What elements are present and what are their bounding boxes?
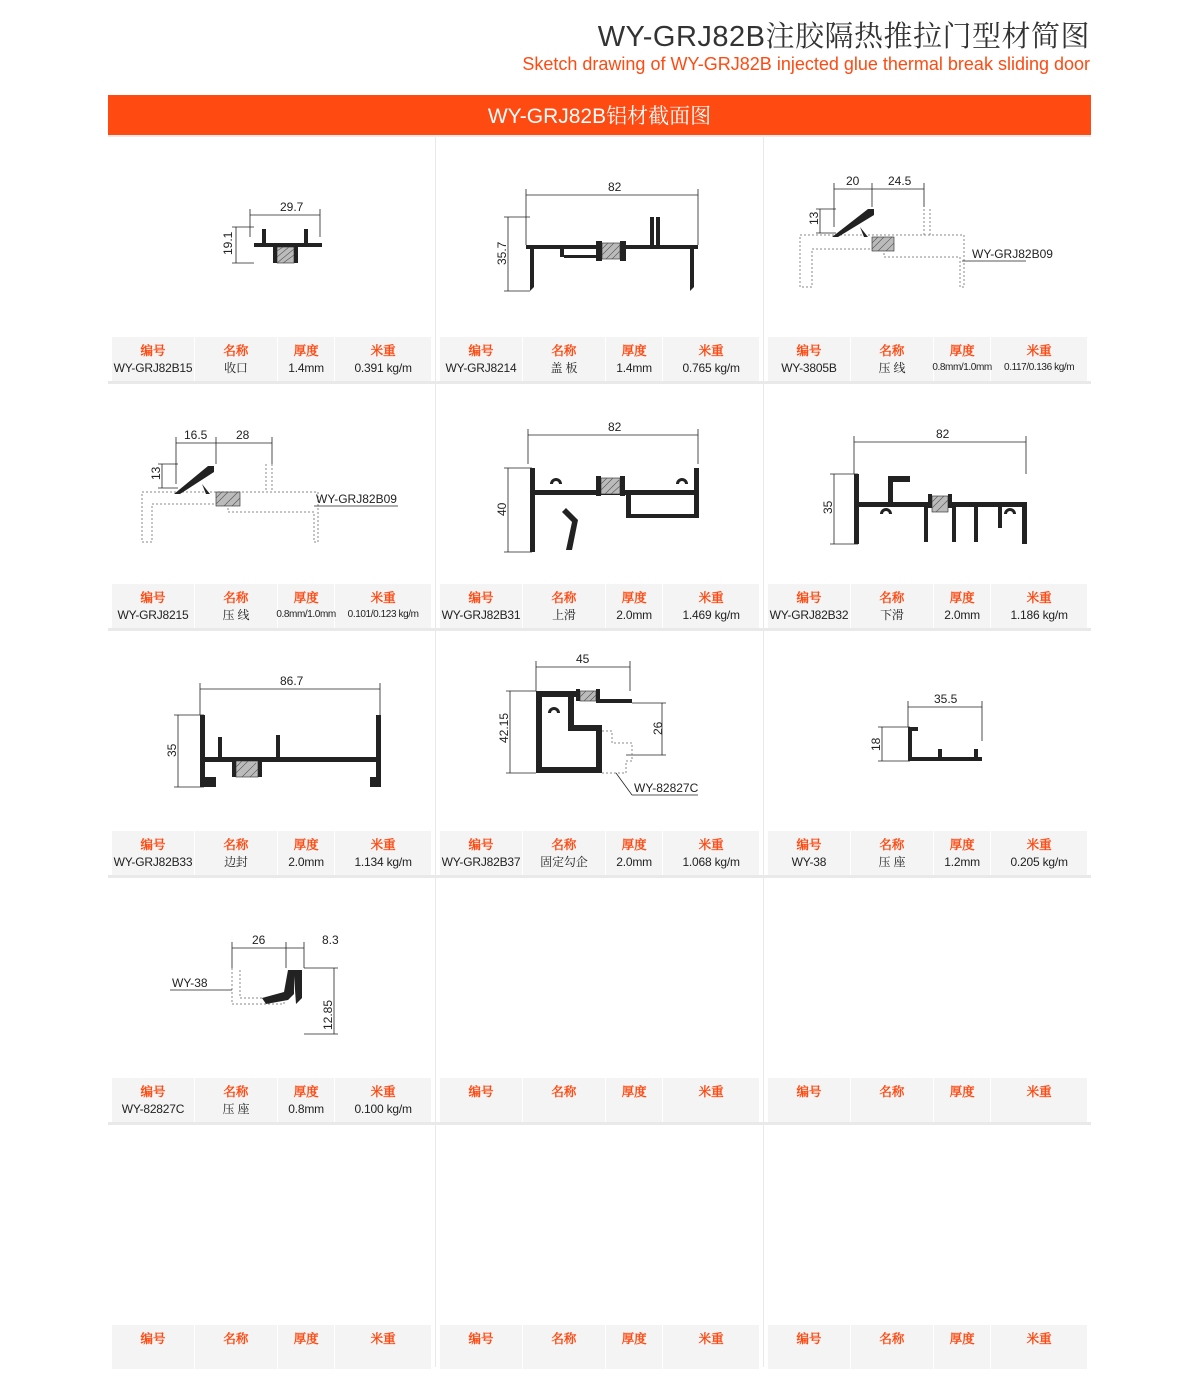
dim-label: 42.15 [497,712,511,743]
profile-drawing [764,384,1091,584]
profile-name: 盖 板 [550,361,578,375]
dim-label: 24.5 [888,174,912,188]
profile-card-empty [436,878,763,1122]
callout-label: WY-38 [172,976,208,990]
profile-thickness: 0.8mm [288,1102,324,1116]
spec-table: 编号 WY-GRJ82B31 名称 上滑 厚度 2.0mm 米重 1.469 kg/m [440,584,759,628]
dim-label: 82 [608,420,622,434]
profile-card [108,631,435,875]
profile-card [436,631,763,875]
profile-thickness: 0.8mm/1.0mm [932,362,992,373]
dim-label: 82 [608,180,622,194]
profile-card [436,137,763,381]
profile-card [764,384,1091,628]
profile-card [108,878,435,1122]
profile-drawing [108,631,435,831]
profile-card [764,137,1091,381]
profile-grid [108,135,1091,1367]
profile-code: WY-GRJ82B31 [441,608,521,622]
profile-code: WY-GRJ8214 [445,361,517,375]
profile-card [436,384,763,628]
callout-label: WY-GRJ82B09 [316,492,397,506]
spec-table: 编号 名称 厚度 米重 [768,1078,1087,1122]
page-title: WY-GRJ82B注胶隔热推拉门型材简图 [597,21,1090,53]
spec-table: 编号 WY-38 名称 压 座 厚度 1.2mm 米重 0.205 kg/m [768,831,1087,875]
profile-name: 固定勾企 [540,855,588,869]
profile-drawing [764,631,1091,831]
profile-name: 收口 [224,361,248,375]
dim-label: 86.7 [280,674,304,688]
spec-table: 编号 名称 厚度 米重 [440,1078,759,1122]
profile-code: WY-3805B [781,361,837,375]
profile-weight: 0.391 kg/m [354,361,412,375]
profile-weight: 1.134 kg/m [354,855,412,869]
profile-card-empty [764,878,1091,1122]
dim-label: 35.7 [495,241,509,265]
dim-label: 26 [651,721,665,735]
spec-table: 编号 WY-GRJ82B15 名称 收口 厚度 1.4mm 米重 0.391 kg/m [112,337,431,381]
profile-weight: 0.100 kg/m [354,1102,412,1116]
profile-code: WY-GRJ82B37 [441,855,521,869]
profile-weight: 1.469 kg/m [682,608,740,622]
profile-card-empty [764,1125,1091,1369]
profile-drawing [108,384,435,584]
dim-label: 35 [821,500,835,514]
profile-weight: 1.186 kg/m [1010,608,1068,622]
dim-label: 29.7 [280,200,304,214]
dim-label: 45 [576,652,590,666]
profile-weight: 0.101/0.123 kg/m [347,609,419,620]
profile-thickness: 1.4mm [288,361,324,375]
profile-name: 边封 [224,855,248,869]
profile-weight: 1.068 kg/m [682,855,740,869]
profile-thickness: 2.0mm [288,855,324,869]
profile-code: WY-GRJ82B33 [113,855,193,869]
profile-thickness: 0.8mm/1.0mm [276,609,336,620]
profile-thickness: 2.0mm [944,608,980,622]
dim-label: 26 [252,933,266,947]
profile-card-empty [436,1125,763,1369]
profile-name: 下滑 [880,608,904,622]
profile-drawing [108,878,435,1078]
spec-table: 编号 WY-GRJ82B37 名称 固定勾企 厚度 2.0mm 米重 1.068 kg/m [440,831,759,875]
dim-label: 16.5 [184,428,208,442]
dim-label: 40 [495,502,509,516]
profile-drawing [436,137,763,337]
profile-name: 上滑 [552,608,576,622]
spec-table: 编号 WY-3805B 名称 压 线 厚度 0.8mm/1.0mm 米重 0.117/0.136 kg/m [768,337,1087,381]
dim-label: 12.85 [321,999,335,1030]
profile-code: WY-38 [791,855,827,869]
profile-weight: 0.765 kg/m [682,361,740,375]
spec-table: 编号 名称 厚度 米重 [768,1325,1087,1369]
profile-drawing [436,384,763,584]
dim-label: 8.3 [322,933,339,947]
profile-name: 压 座 [878,855,906,869]
profile-card [764,631,1091,875]
profile-code: WY-GRJ82B32 [769,608,849,622]
spec-table: 编号 WY-GRJ82B33 名称 边封 厚度 2.0mm 米重 1.134 kg/m [112,831,431,875]
profile-drawing [436,631,763,831]
profile-code: WY-GRJ8215 [117,608,189,622]
callout-label: WY-82827C [634,781,699,795]
profile-card [108,137,435,381]
profile-thickness: 2.0mm [616,855,652,869]
spec-table: 编号 名称 厚度 米重 [112,1325,431,1369]
spec-table: 编号 WY-GRJ82B32 名称 下滑 厚度 2.0mm 米重 1.186 kg/m [768,584,1087,628]
dim-label: 82 [936,427,950,441]
spec-table: 编号 WY-82827C 名称 压 座 厚度 0.8mm 米重 0.100 kg/m [112,1078,431,1122]
spec-table: 编号 WY-GRJ8214 名称 盖 板 厚度 1.4mm 米重 0.765 kg/m [440,337,759,381]
profile-name: 压 线 [222,608,250,622]
section-banner: WY-GRJ82B铝材截面图 [108,95,1091,135]
profile-thickness: 1.2mm [944,855,980,869]
dim-label: 35 [165,743,179,757]
profile-card-empty [108,1125,435,1369]
profile-drawing [764,137,1091,337]
profile-name: 压 座 [222,1102,250,1116]
profile-name: 压 线 [878,361,906,375]
dim-label: 20 [846,174,860,188]
profile-thickness: 2.0mm [616,608,652,622]
dim-label: 19.1 [221,231,235,255]
dim-label: 18 [869,737,883,751]
profile-weight: 0.117/0.136 kg/m [1004,362,1075,373]
dim-label: 28 [236,428,250,442]
dim-label: 35.5 [934,692,958,706]
profile-weight: 0.205 kg/m [1010,855,1068,869]
dim-label: 13 [807,211,821,225]
profile-thickness: 1.4mm [616,361,652,375]
profile-code: WY-82827C [121,1102,185,1116]
profile-card [108,384,435,628]
page-subtitle: Sketch drawing of WY-GRJ82B injected glue thermal break sliding door [522,54,1090,74]
spec-table: 编号 WY-GRJ8215 名称 压 线 厚度 0.8mm/1.0mm 米重 0.101/0.123 kg/m [112,584,431,628]
callout-label: WY-GRJ82B09 [972,247,1053,261]
dim-label: 13 [149,466,163,480]
profile-code: WY-GRJ82B15 [113,361,193,375]
spec-table: 编号 名称 厚度 米重 [440,1325,759,1369]
profile-drawing [108,137,435,337]
